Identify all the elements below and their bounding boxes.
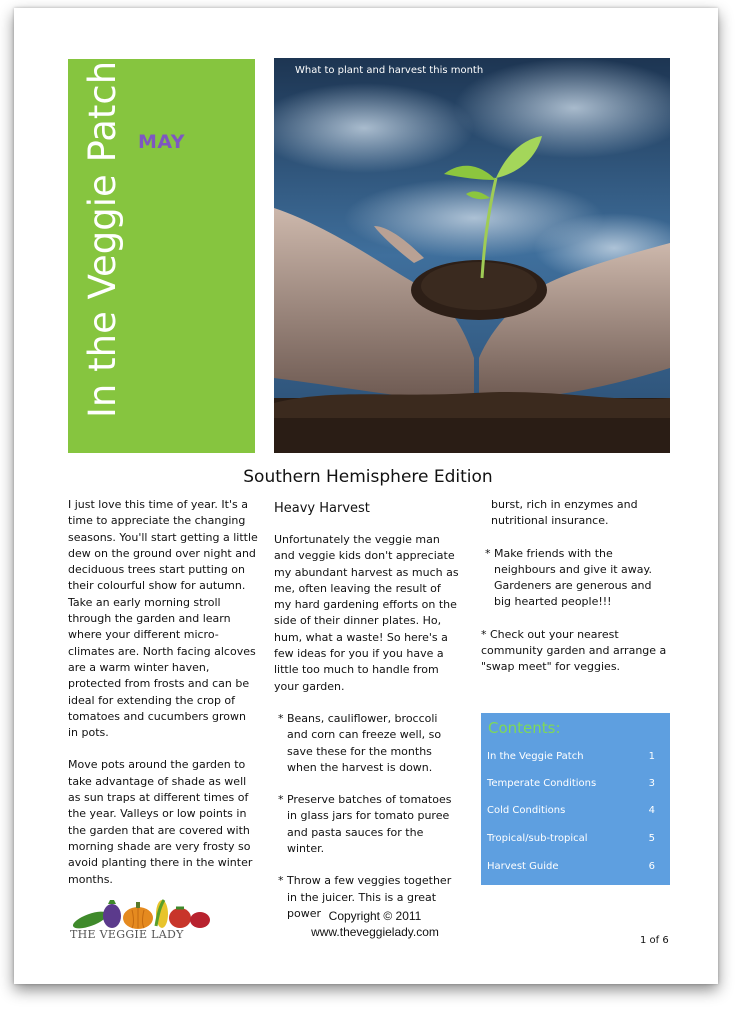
seedling-photo bbox=[274, 58, 670, 453]
column-heavy-harvest bbox=[274, 500, 460, 938]
column-continued bbox=[481, 497, 671, 692]
photo-caption: What to plant and harvest this month bbox=[295, 65, 484, 76]
contents-item-label: In the Veggie Patch bbox=[487, 751, 584, 762]
column-intro bbox=[68, 497, 258, 904]
logo-text: THE VEGGIE LADY bbox=[70, 928, 184, 941]
contents-box bbox=[481, 713, 670, 885]
vegetables-logo-icon bbox=[68, 896, 214, 930]
newsletter-title: In the Veggie Patch bbox=[81, 60, 124, 418]
page-number: 1 of 6 bbox=[640, 935, 669, 946]
contents-item[interactable] bbox=[487, 778, 659, 792]
contents-item-label: Tropical/sub-tropical bbox=[487, 833, 588, 844]
contents-item-label: Harvest Guide bbox=[487, 861, 559, 872]
harvest-tip-5: * Check out your nearest community garden and arrange a "swap meet" for veggies. bbox=[481, 627, 667, 674]
harvest-tip-3-continued: burst, rich in enzymes and nutritional insurance. bbox=[491, 498, 638, 528]
intro-paragraph-2: Move pots around the garden to take advantage of shade as well as sun traps at different times of the year. Valleys or low points in the garden that are covered with morning shade are very frosty so avoid planting there in the winter months. bbox=[68, 758, 253, 886]
copyright-notice: Copyright © 2011 bbox=[328, 909, 422, 923]
harvest-intro: Unfortunately the veggie man and veggie kids don't appreciate my abundant harvest as much as me, often leaving the result of my hard gardening efforts on the side of their dinner plates. Ho, hum, what a waste! So here's a few ideas for you if you have a little too much to handle from your garden. bbox=[274, 533, 459, 693]
section-heading: Heavy Harvest bbox=[274, 501, 370, 516]
contents-item[interactable] bbox=[487, 861, 659, 875]
harvest-tip-2: * Preserve batches of tomatoes in glass jars for tomato puree and pasta sauces for the winter. bbox=[278, 793, 452, 856]
contents-item-page: 3 bbox=[648, 778, 655, 789]
intro-paragraph-1: I just love this time of year. It's a time to appreciate the changing seasons. You'll start getting a little dew on the ground over night and deciduous trees start putting on their colourful show for autumn. Take an early morning stroll through the garden and learn where your different micro-climates are. North facing alcoves are a warm winter haven, protected from frosts and can be ideal for extending the crop of tomatoes and cucumbers grown in pots. bbox=[68, 498, 258, 740]
harvest-tip-4: * Make friends with the neighbours and give it away. Gardeners are generous and big hearted people!!! bbox=[485, 546, 652, 609]
contents-item-page: 6 bbox=[648, 861, 655, 872]
harvest-tip-1: * Beans, cauliflower, broccoli and corn can freeze well, so save these for the months when the harvest is down. bbox=[278, 711, 442, 774]
copyright-block bbox=[290, 908, 460, 940]
contents-item-label: Cold Conditions bbox=[487, 805, 566, 816]
contents-item-page: 4 bbox=[648, 805, 655, 816]
month-label: MAY bbox=[138, 131, 186, 153]
edition-heading: Southern Hemisphere Edition bbox=[243, 467, 493, 487]
contents-item[interactable] bbox=[487, 833, 659, 847]
veggie-lady-logo bbox=[68, 896, 214, 944]
website-link[interactable]: www.theveggielady.com bbox=[311, 925, 439, 939]
contents-item-label: Temperate Conditions bbox=[487, 778, 597, 789]
contents-item[interactable] bbox=[487, 751, 659, 765]
contents-item-page: 1 bbox=[648, 751, 655, 762]
contents-item-page: 5 bbox=[648, 833, 655, 844]
contents-item[interactable] bbox=[487, 805, 659, 819]
contents-title: Contents: bbox=[488, 719, 561, 737]
harvest-tip-3: * Throw a few veggies together in the juicer. This is a great power bbox=[278, 874, 452, 920]
